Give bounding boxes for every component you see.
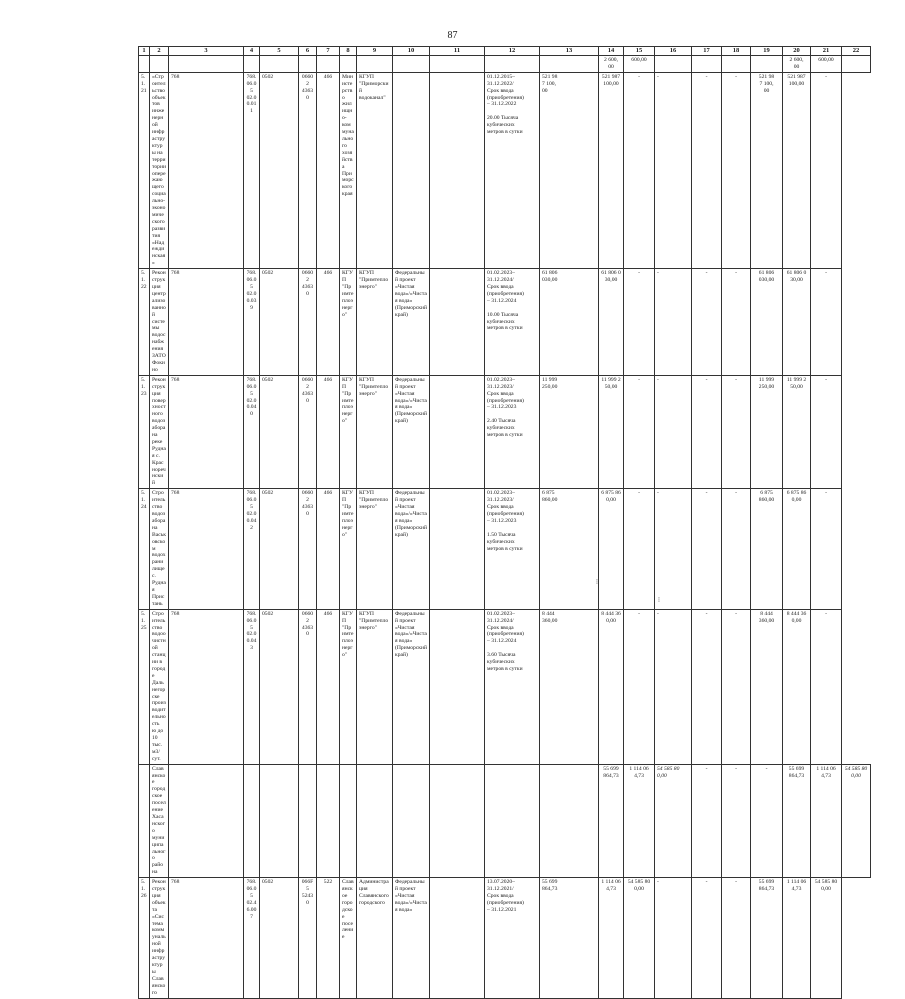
table-cell: 521 987 100,00 <box>599 72 624 268</box>
table-cell <box>751 56 783 73</box>
table-cell: 55 699 864,73 <box>540 878 599 998</box>
table-cell <box>340 56 357 73</box>
page-number: 87 <box>447 30 458 41</box>
table-cell: 1 114 06 4,73 <box>811 764 842 878</box>
table-cell <box>842 56 871 73</box>
table-row <box>139 375 871 489</box>
table-cell: 768 <box>169 375 244 489</box>
column-header: 18 <box>722 47 751 56</box>
table-cell <box>430 764 485 878</box>
table-cell: - <box>751 764 783 878</box>
table-cell: - <box>692 764 722 878</box>
table-cell: 768.06.05 02.00.040 <box>244 375 260 489</box>
table-cell: 6 875 860,00 <box>540 489 599 609</box>
table-cell: Федеральный проект «Чистая вода»/«Чистая вода» (Приморский край) <box>393 489 430 609</box>
table-cell: - <box>811 269 842 376</box>
table-cell <box>722 56 751 73</box>
table-cell: 54 585 80 0,00 <box>811 878 842 998</box>
table-cell: - <box>624 269 655 376</box>
table-cell <box>299 56 317 73</box>
table-cell: Реконструкция централизованной системы водоснабжения ЗАТО Фокино <box>150 269 169 376</box>
table-cell: 0502 <box>260 72 299 268</box>
table-cell: 01.02.2023– 31.12.2023/ Срок ввода (приобретения) – 31.12.2023 1.50 Тысяча кубических метров в сутки <box>485 489 540 609</box>
table-cell: Строительство водозабора на Васьковском водохранилище с. Рудная Пристань <box>150 489 169 609</box>
table-cell: 8 444 36 0,00 <box>599 609 624 764</box>
table-cell <box>430 72 485 268</box>
column-header: 19 <box>751 47 783 56</box>
table-cell: 01.12.2015– 31.12.2022/ Срок ввода (приобретения) – 31.12.2022 20.00 Тысяча кубических метров в сутки <box>485 72 540 268</box>
table-cell <box>139 764 150 878</box>
column-header: 10 <box>393 47 430 56</box>
table-cell <box>150 56 169 73</box>
column-header: 4 <box>244 47 260 56</box>
table-cell: 06602 43630 <box>299 489 317 609</box>
table-cell <box>244 764 260 878</box>
table-cell <box>655 56 692 73</box>
table-cell: Славянское городское поселение Хасанского муниципального района <box>150 764 169 878</box>
table-cell: - <box>722 764 751 878</box>
table-cell: 0502 <box>260 375 299 489</box>
column-header: 15 <box>624 47 655 56</box>
table-cell: 522 <box>317 878 340 998</box>
table-cell <box>485 56 540 73</box>
table-cell: Федеральный проект «Чистая вода»/«Чистая вода» (Приморский край) <box>393 269 430 376</box>
table-cell: 0502 <box>260 609 299 764</box>
table-cell: 600,00 <box>811 56 842 73</box>
table-cell: - <box>811 489 842 609</box>
table-cell: - <box>692 72 722 268</box>
column-header: 11 <box>430 47 485 56</box>
table-cell: КГУП "Примтеплоэнерго" <box>340 489 357 609</box>
budget-table <box>138 46 871 999</box>
column-header: 20 <box>783 47 811 56</box>
table-cell: - <box>692 375 722 489</box>
table-cell: 8 444 360,00 <box>540 609 599 764</box>
column-header: 14 <box>599 47 624 56</box>
table-cell: 5.1. 25 <box>139 609 150 764</box>
table-cell: - <box>624 72 655 268</box>
column-header: 17 <box>692 47 722 56</box>
table-cell: - <box>655 489 692 609</box>
table-cell: КГУП "Примтеплоэнерго" <box>357 609 393 764</box>
table-row <box>139 489 871 609</box>
table-cell <box>430 878 485 998</box>
table-cell <box>540 56 599 73</box>
column-header: 6 <box>299 47 317 56</box>
column-header: 1 <box>139 47 150 56</box>
table-cell: 11 999 2 50,00 <box>599 375 624 489</box>
table-cell: 1 114 06 4,73 <box>599 878 624 998</box>
table-cell: 768 <box>169 72 244 268</box>
table-cell: 0502 <box>260 269 299 376</box>
column-header: 21 <box>811 47 842 56</box>
table-cell: 0502 <box>260 489 299 609</box>
table-cell: 768.06.05 02.00.042 <box>244 489 260 609</box>
table-cell: - <box>811 375 842 489</box>
table-cell: 8 444 360,00 <box>751 609 783 764</box>
table-cell: - <box>722 375 751 489</box>
table-cell: 55 699 864,73 <box>751 878 783 998</box>
table-cell <box>357 56 393 73</box>
table-cell: 0502 <box>260 878 299 998</box>
table-cell: 54 585 80 0,00 <box>842 764 871 878</box>
table-cell <box>485 764 540 878</box>
column-header: 2 <box>150 47 169 56</box>
table-cell: - <box>722 489 751 609</box>
table-cell <box>139 56 150 73</box>
table-cell: - <box>655 878 692 998</box>
table-cell: - <box>722 878 751 998</box>
table-cell: - <box>722 609 751 764</box>
table-cell: КГУП "Примтеплоэнерго" <box>340 609 357 764</box>
table-cell: КГУП "Примтеплоэнерго" <box>357 269 393 376</box>
table-cell: 6 875 86 0,00 <box>599 489 624 609</box>
table-cell <box>430 56 485 73</box>
table-cell: Реконструкция поверхностного водозабора на реке Рудная с. Красноречнский <box>150 375 169 489</box>
table-cell: «Строительство объектов инженерной инфраструктуры на территории опережающего социально- экономического развития «Надеждинская» <box>150 72 169 268</box>
table-cell: - <box>624 375 655 489</box>
table-cell <box>317 56 340 73</box>
table-cell: 06602 43630 <box>299 609 317 764</box>
table-cell: 768 <box>169 609 244 764</box>
table-row <box>139 878 871 998</box>
table-row <box>139 269 871 376</box>
table-cell: Федеральный проект «Чистая вода»/«Чистая вода» (Приморский край) <box>393 375 430 489</box>
table-cell: Федеральный проект «Чистая вода»/«Чистая вода» <box>393 878 430 998</box>
table-row <box>139 764 871 878</box>
table-cell <box>540 764 599 878</box>
table-cell: - <box>624 489 655 609</box>
table-cell: - <box>655 609 692 764</box>
table-cell: КГУП "Примтеплоэнерго" <box>357 375 393 489</box>
table-cell: Федеральный проект «Чистая вода»/«Чистая вода» (Приморский край) <box>393 609 430 764</box>
table-cell: 466 <box>317 489 340 609</box>
table-cell: 01.02.2023– 31.12.2024/ Срок ввода (приобретения) – 31.12.2024 10.00 Тысяча кубических метров в сутки <box>485 269 540 376</box>
table-cell: 521 98 7 100, 00 <box>540 72 599 268</box>
table-cell: 1 114 06 4,73 <box>624 764 655 878</box>
table-cell: Реконструкция объекта «Система коммунальной инфраструктуры Славянского <box>150 878 169 998</box>
table-cell: КГУП "Приморский водоканал" <box>357 72 393 268</box>
table-cell: 1 114 06 4,73 <box>783 878 811 998</box>
table-cell: 768.06.05 02.46.007 <box>244 878 260 998</box>
table-cell: 466 <box>317 609 340 764</box>
column-header: 3 <box>169 47 244 56</box>
table-cell: КГУП "Примтеплоэнерго" <box>357 489 393 609</box>
table-cell: 768.06.05 02.00.039 <box>244 269 260 376</box>
table-cell: 768 <box>169 269 244 376</box>
table-cell <box>317 764 340 878</box>
table-cell: 600,00 <box>624 56 655 73</box>
table-cell: 61 806 030,00 <box>751 269 783 376</box>
table-row <box>139 56 871 73</box>
table-cell: Строительство водоочистной станции в городе Дальнегорске производительность ю до 10 тыс. м3/сут. <box>150 609 169 764</box>
column-header: 5 <box>260 47 299 56</box>
table-cell <box>244 56 260 73</box>
table-cell: 768.06.05 02.00.043 <box>244 609 260 764</box>
table-cell: 06602 43630 <box>299 269 317 376</box>
table-cell: 55 699 864,73 <box>599 764 624 878</box>
table-cell <box>260 764 299 878</box>
table-cell: 6 875 860,00 <box>751 489 783 609</box>
table-cell: 5.1. 26 <box>139 878 150 998</box>
table-cell: 768 <box>169 489 244 609</box>
table-cell: 066F5 52430 <box>299 878 317 998</box>
table-cell: - <box>722 269 751 376</box>
table-cell <box>430 375 485 489</box>
table-cell: - <box>811 72 842 268</box>
table-cell: 01.02.2023– 31.12.2024/ Срок ввода (приобретения) – 31.12.2024 3.60 Тысяча кубических метров в сутки <box>485 609 540 764</box>
table-cell: 06602 43630 <box>299 375 317 489</box>
table-cell: Администрация Славянского городского <box>357 878 393 998</box>
table-cell: 5.1. 24 <box>139 489 150 609</box>
table-cell: 61 806 0 30,00 <box>783 269 811 376</box>
column-header: 8 <box>340 47 357 56</box>
table-cell: 61 806 0 30,00 <box>599 269 624 376</box>
scan-mark: ⁞ <box>596 578 598 586</box>
table-cell: 55 699 864,73 <box>783 764 811 878</box>
table-cell: - <box>624 609 655 764</box>
table-cell: 5.1. 23 <box>139 375 150 489</box>
table-cell: - <box>692 878 722 998</box>
table-cell <box>430 489 485 609</box>
table-cell: КГУП "Примтеплоэнерго" <box>340 269 357 376</box>
table-cell: - <box>722 72 751 268</box>
table-cell <box>393 764 430 878</box>
table-cell: 54 585 80 0,00 <box>655 764 692 878</box>
table-cell <box>357 764 393 878</box>
table-cell: 521 98 7 100, 00 <box>751 72 783 268</box>
table-cell: - <box>655 269 692 376</box>
table-cell: 768.06.05 02.00.011 <box>244 72 260 268</box>
table-cell: - <box>655 375 692 489</box>
table-cell <box>169 764 244 878</box>
table-cell <box>430 269 485 376</box>
header-row <box>139 47 871 56</box>
table-cell <box>260 56 299 73</box>
column-header: 22 <box>842 47 871 56</box>
table-cell: 5.1. 21 <box>139 72 150 268</box>
table-cell: 2 600, 00 <box>783 56 811 73</box>
table-cell: 466 <box>317 269 340 376</box>
table-cell: 5.1. 22 <box>139 269 150 376</box>
table-cell: 06602 43630 <box>299 72 317 268</box>
table-cell: - <box>692 489 722 609</box>
table-cell: 01.02.2023– 31.12.2023/ Срок ввода (приобретения) – 31.12.2023 2.40 Тысяча кубических метров в сутки <box>485 375 540 489</box>
column-header: 16 <box>655 47 692 56</box>
table-cell: КГУП "Примтеплоэнерго" <box>340 375 357 489</box>
table-cell: - <box>811 609 842 764</box>
table-cell <box>393 72 430 268</box>
table-cell: 6 875 86 0,00 <box>783 489 811 609</box>
column-header: 13 <box>540 47 599 56</box>
table-cell: 521 987 100,00 <box>783 72 811 268</box>
table-cell: 466 <box>317 375 340 489</box>
table-cell <box>299 764 317 878</box>
table-cell <box>169 56 244 73</box>
column-header: 12 <box>485 47 540 56</box>
column-header: 7 <box>317 47 340 56</box>
table-cell: 8 444 36 0,00 <box>783 609 811 764</box>
table-cell: - <box>692 609 722 764</box>
table-cell <box>692 56 722 73</box>
column-header: 9 <box>357 47 393 56</box>
table-cell <box>393 56 430 73</box>
table-cell: 2 600, 00 <box>599 56 624 73</box>
table-cell: 11 999 2 50,00 <box>783 375 811 489</box>
table-cell <box>430 609 485 764</box>
table-cell: - <box>655 72 692 268</box>
table-cell: 54 585 80 0,00 <box>624 878 655 998</box>
table-cell: 466 <box>317 72 340 268</box>
table-cell: 768 <box>169 878 244 998</box>
table-cell: - <box>692 269 722 376</box>
table-cell: 11 999 250,00 <box>751 375 783 489</box>
scan-mark: ⁞ <box>658 596 660 604</box>
table-cell: Министерство жилищно- коммунального хозяйства Приморского края <box>340 72 357 268</box>
table-row <box>139 72 871 268</box>
table-cell <box>340 764 357 878</box>
table-cell: 11 999 250,00 <box>540 375 599 489</box>
table-cell: 13.07.2020– 31.12.2021/ Срок ввода (приобретения) – 31.12.2021 <box>485 878 540 998</box>
table-cell: 61 806 030,00 <box>540 269 599 376</box>
table-row <box>139 609 871 764</box>
table-cell: Славянское городское поселение <box>340 878 357 998</box>
